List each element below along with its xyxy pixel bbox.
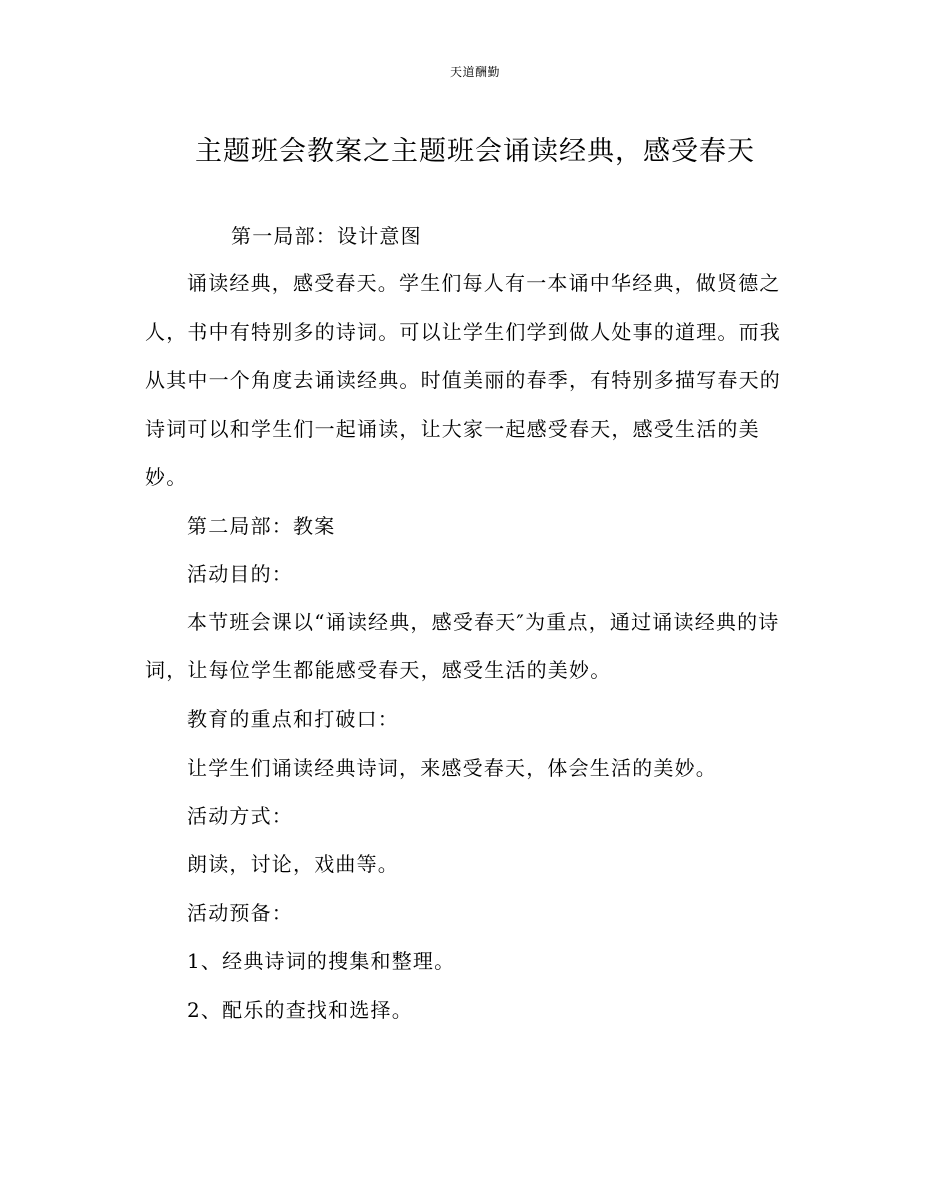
document-title: 主题班会教案之主题班会诵读经典，感受春天: [195, 136, 755, 167]
subheading-activity-method: 活动方式：: [187, 804, 293, 828]
paragraph-line: 人，书中有特别多的诗词。可以让学生们学到做人处事的道理。而我: [145, 320, 781, 344]
paragraph-line: 本节班会课以“诵读经典，感受春天″为重点，通过诵读经典的诗: [187, 610, 780, 634]
paragraph-line: 朗读，讨论，戏曲等。: [187, 852, 399, 876]
list-item: 2、配乐的查找和选择。: [187, 998, 413, 1022]
subheading-activity-preparation: 活动预备：: [187, 901, 293, 925]
paragraph-line: 让学生们诵读经典诗词，来感受春天，体会生活的美妙。: [187, 756, 717, 780]
section-heading-design-intent: 第一局部：设计意图: [231, 224, 422, 248]
paragraph-line: 诵读经典，感受春天。学生们每人有一本诵中华经典，做贤德之: [187, 271, 781, 295]
section-heading-lesson-plan: 第二局部：教案: [187, 514, 336, 538]
subheading-focus: 教育的重点和打破口：: [187, 707, 399, 731]
subheading-activity-goal: 活动目的：: [187, 562, 293, 586]
paragraph-line: 词，让每位学生都能感受春天，感受生活的美妙。: [145, 658, 612, 682]
list-item: 1、经典诗词的搜集和整理。: [187, 949, 456, 973]
paragraph-line: 妙。: [145, 465, 188, 489]
paragraph-line: 诗词可以和学生们一起诵读，让大家一起感受春天，感受生活的美: [145, 417, 760, 441]
paragraph-line: 从其中一个角度去诵读经典。时值美丽的春季，有特别多描写春天的: [145, 368, 781, 392]
page-header: 天道酬勤: [449, 65, 500, 79]
